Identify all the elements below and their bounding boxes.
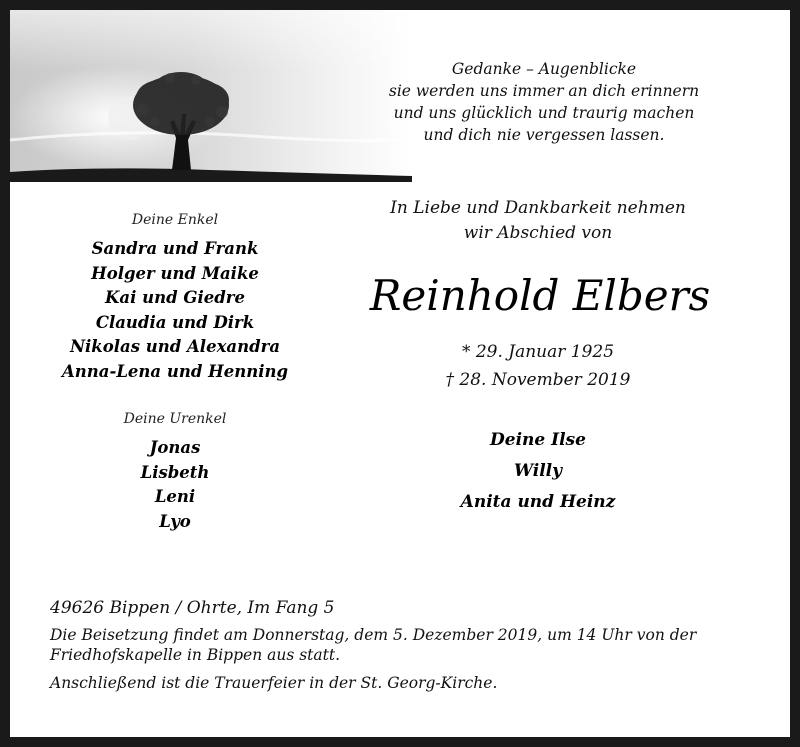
reception-info: Anschließend ist die Trauerfeier in der St. Georg-Kirche.	[50, 674, 498, 692]
grandchild-name: Anna-Lena und Henning	[61, 361, 289, 381]
family-member-name: Willy	[513, 461, 563, 481]
obituary-notice	[10, 10, 790, 737]
grandchild-name: Nikolas und Alexandra	[69, 337, 281, 356]
deceased-name: Reinhold Elbers	[369, 271, 711, 320]
great-grandchildren-list	[40, 410, 310, 534]
family-member-name: Deine Ilse	[490, 430, 586, 450]
birth-date: * 29. Januar 1925	[461, 342, 615, 362]
memorial-poem	[366, 58, 722, 146]
close-family-list	[360, 425, 716, 518]
grandchild-name: Kai und Giedre	[105, 288, 245, 307]
great-grandchild-name: Leni	[154, 487, 196, 506]
tree-landscape-image	[10, 10, 412, 182]
poem-line: sie werden uns immer an dich erinnern	[388, 82, 700, 100]
great-grandchildren-heading: Deine Urenkel	[123, 411, 227, 427]
poem-line: und uns glücklich und traurig machen	[393, 104, 695, 122]
poem-line: und dich nie vergessen lassen.	[423, 126, 665, 144]
burial-info: Die Beisetzung findet am Donnerstag, dem 5. Dezember 2019, um 14 Uhr von der Friedhofskapelle in Bippen aus statt.	[50, 626, 697, 664]
poem-line: Gedanke – Augenblicke	[451, 60, 637, 78]
great-grandchild-name: Lisbeth	[140, 462, 210, 482]
farewell-intro	[360, 196, 716, 246]
grandchild-name: Sandra und Frank	[91, 239, 259, 258]
death-date: † 28. November 2019	[445, 370, 631, 390]
intro-line: wir Abschied von	[463, 223, 613, 243]
life-dates	[360, 338, 716, 394]
address: 49626 Bippen / Ohrte, Im Fang 5	[50, 598, 335, 618]
intro-line: In Liebe und Dankbarkeit nehmen	[390, 198, 686, 218]
great-grandchild-name: Lyo	[159, 511, 191, 531]
family-member-name: Anita und Heinz	[460, 492, 616, 512]
grandchild-name: Holger und Maike	[91, 263, 259, 283]
notice-footer	[50, 596, 770, 693]
great-grandchild-name: Jonas	[149, 438, 201, 457]
grandchildren-heading: Deine Enkel	[131, 212, 219, 228]
grandchildren-list	[40, 211, 310, 384]
grandchild-name: Claudia und Dirk	[95, 312, 255, 332]
